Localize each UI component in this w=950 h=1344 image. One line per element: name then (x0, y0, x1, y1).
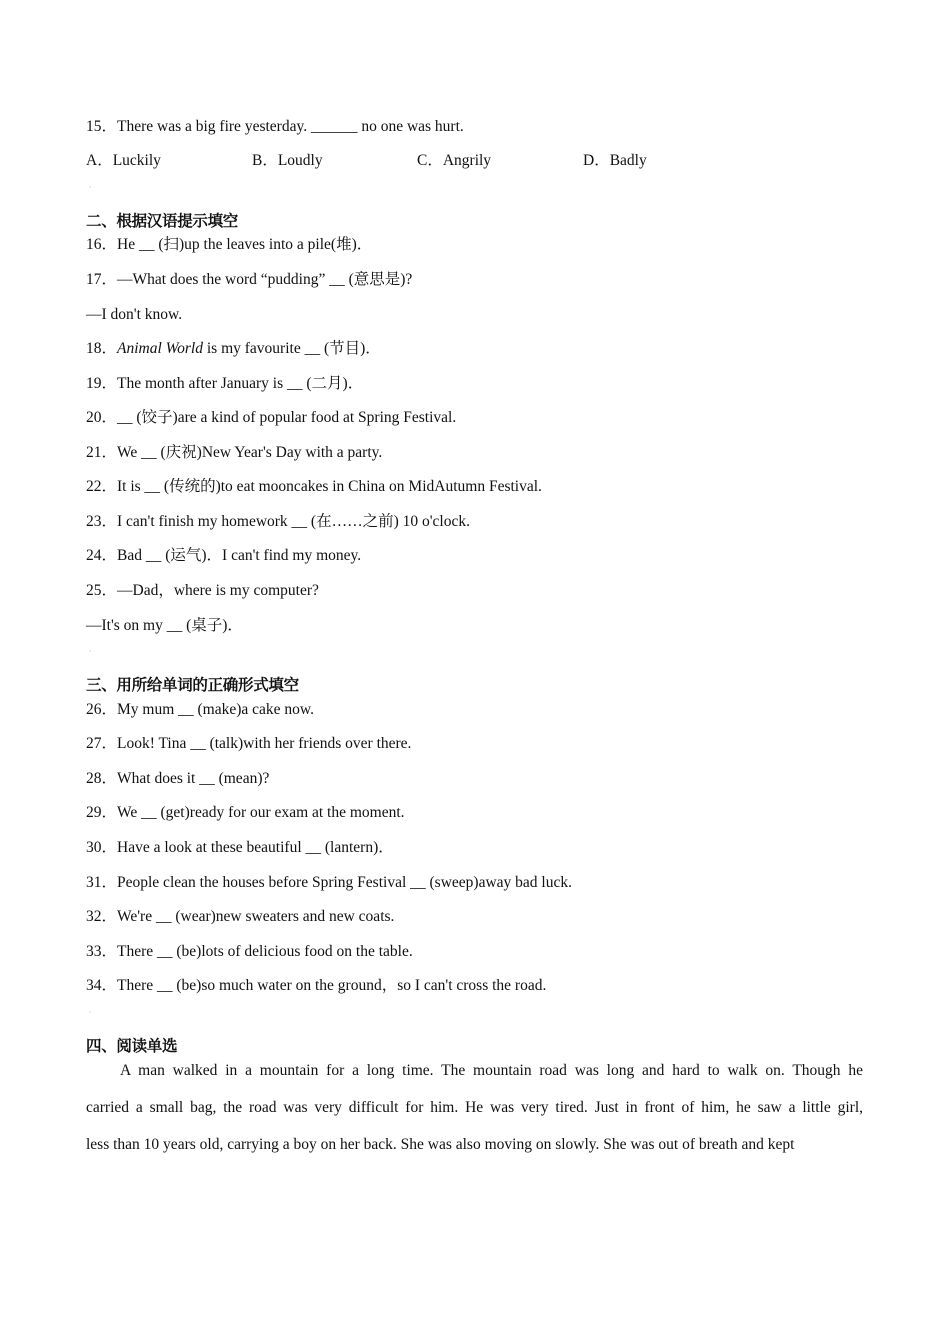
question-18-number: 18． (86, 340, 118, 357)
question-18-title: Animal World (117, 340, 203, 357)
question-18-text: is my favourite __ (节目)． (203, 340, 381, 357)
question-17-answer: —I don't know. (86, 306, 183, 323)
question-21: 21．We __ (庆祝)New Year's Day with a party. (86, 444, 383, 461)
question-34: 34．There __ (be)so much water on the ground，so I can't cross the road. (86, 977, 547, 994)
question-19: 19．The month after January is __ (二月)． (86, 375, 364, 392)
section-4-heading: 四、阅读单选 (86, 1037, 178, 1055)
paragraph-mark: , (89, 644, 91, 653)
question-28: 28．What does it __ (mean)? (86, 770, 270, 787)
reading-passage-line-3: less than 10 years old, carrying a boy on her back. She was also moving on slowly. She was out of breath and kept (86, 1136, 795, 1153)
question-15-text: 15．There was a big fire yesterday. ______ no one was hurt. (86, 118, 464, 135)
option-d: D．Badly (583, 152, 647, 169)
question-26: 26．My mum __ (make)a cake now. (86, 701, 314, 718)
question-16: 16．He __ (扫)up the leaves into a pile(堆)． (86, 236, 373, 253)
question-31: 31．People clean the houses before Spring Festival __ (sweep)away bad luck. (86, 874, 572, 891)
section-3-heading: 三、用所给单词的正确形式填空 (86, 676, 299, 694)
reading-passage-line-1: A man walked in a mountain for a long time. The mountain road was long and hard to walk on. Though he (120, 1062, 863, 1079)
question-20: 20．__ (饺子)are a kind of popular food at Spring Festival. (86, 409, 457, 426)
question-29: 29．We __ (get)ready for our exam at the moment. (86, 804, 405, 821)
question-30: 30．Have a look at these beautiful __ (lantern)． (86, 839, 394, 856)
paragraph-mark: , (89, 180, 91, 189)
paragraph-mark: , (89, 1005, 91, 1014)
question-24: 24．Bad __ (运气)．I can't find my money. (86, 547, 362, 564)
question-17: 17．—What does the word “pudding” __ (意思是)? (86, 271, 413, 288)
question-33: 33．There __ (be)lots of delicious food on the table. (86, 943, 413, 960)
question-15 (86, 117, 864, 137)
question-27: 27．Look! Tina __ (talk)with her friends over there. (86, 735, 412, 752)
question-23: 23．I can't finish my homework __ (在……之前) 10 o'clock. (86, 513, 470, 530)
question-25: 25．—Dad，where is my computer? (86, 582, 319, 599)
option-b: B．Loudly (252, 152, 323, 169)
question-22: 22．It is __ (传统的)to eat mooncakes in China on MidAutumn Festival. (86, 478, 542, 495)
reading-passage-line-2: carried a small bag, the road was very difficult for him. He was very tired. Just in front of him, he saw a little girl, (86, 1099, 863, 1116)
question-32: 32．We're __ (wear)new sweaters and new coats. (86, 908, 395, 925)
option-c: C．Angrily (417, 152, 492, 169)
option-a: A．Luckily (86, 152, 161, 169)
question-18 (86, 339, 864, 359)
section-2-heading: 二、根据汉语提示填空 (86, 212, 239, 230)
question-25-answer: —It's on my __ (桌子)． (86, 617, 243, 634)
